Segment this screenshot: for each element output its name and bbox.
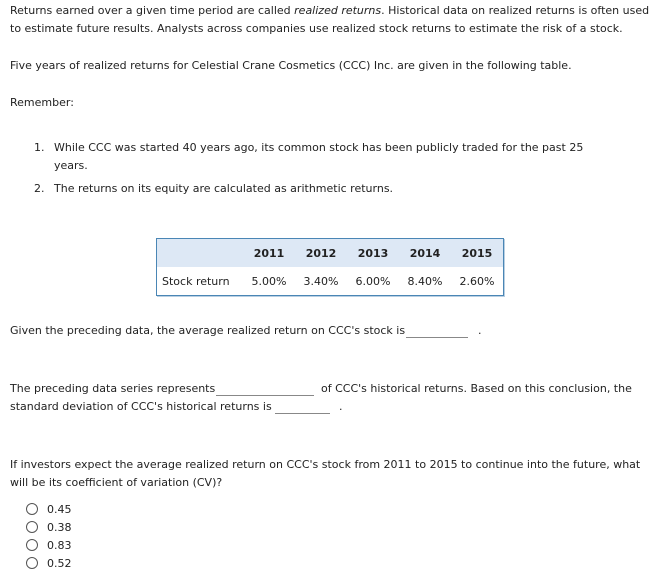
stock-return-label: Stock return: [162, 274, 230, 288]
intro-paragraph: [10, 2, 655, 38]
year-header: 2013: [347, 239, 399, 267]
intro-line-2: to estimate future results. Analysts across companies use realized stock returns to estimate the risk of a stock.: [10, 22, 623, 35]
year-header: 2012: [295, 239, 347, 267]
returns-table: [156, 238, 504, 296]
question-2-line-1: The preceding data series represents: [10, 382, 216, 395]
header-empty-cell: [157, 239, 243, 267]
question-1-period: .: [478, 324, 482, 337]
table-intro-text: Five years of realized returns for Celestial Crane Cosmetics (CCC) Inc. are given in the following table.: [10, 59, 572, 72]
radio-button-icon[interactable]: [26, 521, 38, 533]
return-value: 8.40%: [407, 274, 443, 288]
remember-label: Remember:: [10, 96, 74, 109]
average-return-dropdown[interactable]: [406, 325, 468, 338]
year-header: 2011: [243, 239, 295, 267]
standard-deviation-dropdown[interactable]: [275, 401, 330, 414]
remember-item-2: 2. The returns on its equity are calculated as arithmetic returns.: [34, 182, 394, 195]
return-value: 5.00%: [251, 274, 287, 288]
stock-return-row: [157, 267, 503, 295]
radio-button-icon[interactable]: [26, 539, 38, 551]
year-header: 2015: [451, 239, 503, 267]
realized-returns-term: realized returns: [294, 4, 382, 17]
year-header: 2014: [399, 239, 451, 267]
remember-item-1: 1. While CCC was started 40 years ago, its common stock has been publicly traded for the past 25 years.: [34, 141, 584, 172]
returns-table-header-row: [157, 239, 503, 267]
question-1: Given the preceding data, the average realized return on CCC's stock is: [10, 324, 406, 337]
question-2-line-1-tail: of CCC's historical returns. Based on this conclusion, the: [321, 382, 632, 395]
question-2-line-2: standard deviation of CCC's historical returns is: [10, 400, 272, 413]
question-3: If investors expect the average realized return on CCC's stock from 2011 to 2015 to continue into the future, what will be its coefficient of variation (CV)?: [10, 458, 641, 489]
return-value: 3.40%: [303, 274, 339, 288]
intro-line-1: Returns earned over a given time period are called realized returns. Historical data on realized returns is often used: [10, 4, 650, 17]
radio-button-icon[interactable]: [26, 557, 38, 569]
return-value: 2.60%: [459, 274, 495, 288]
radio-button-icon[interactable]: [26, 503, 38, 515]
data-series-type-dropdown[interactable]: [216, 383, 314, 396]
question-2-period: .: [339, 400, 343, 413]
return-value: 6.00%: [355, 274, 391, 288]
